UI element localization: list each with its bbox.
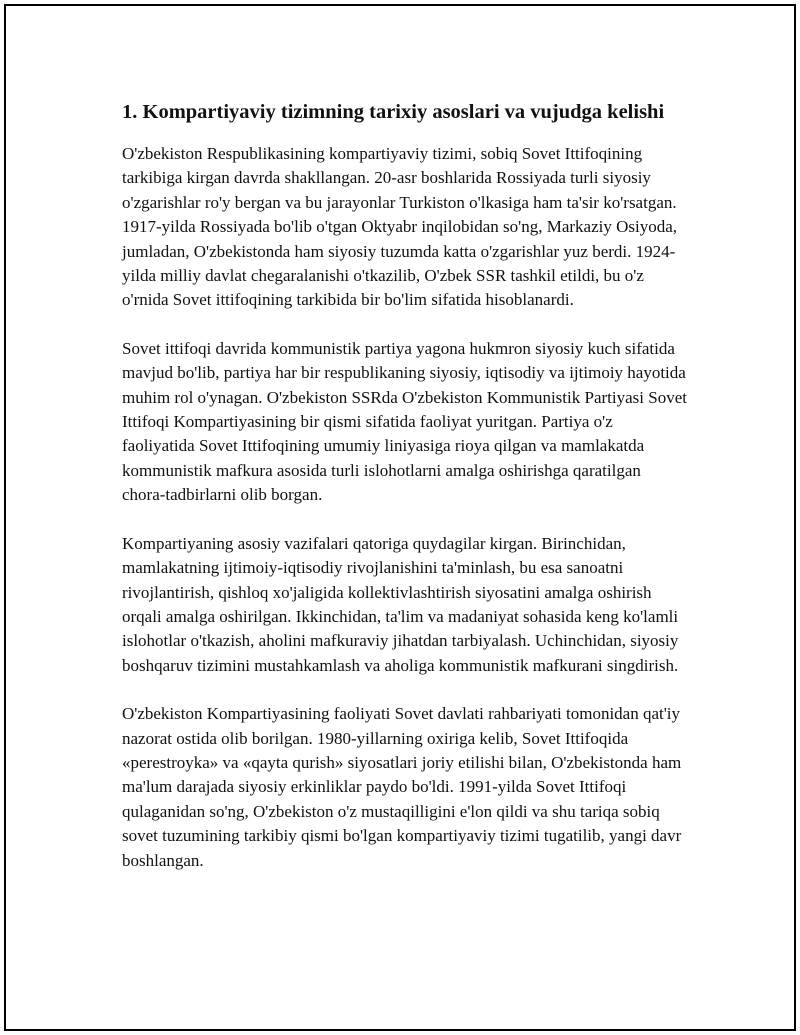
paragraph-3: Kompartiyaning asosiy vazifalari qatoriga quydagilar kirgan. Birinchidan, mamlakatning ijtimoiy-iqtisodiy rivojlanishini ta'minlash, bu esa sanoatni rivojlantirish, qishloq xo'jaligida kollektivlashtirish siyosatini amalga oshirish orqali amalga oshirilgan. Ikkinchidan, ta'lim va madaniyat sohasida keng ko'lamli islohotlar o'tkazish, aholini mafkuraviy jihatdan tarbiyalash. Uchinchidan, siyosiy boshqaruv tizimini mustahkamlash va aholiga kommunistik mafkurani singdirish. <box>122 533 679 675</box>
page-border <box>4 4 796 1031</box>
section-title: 1. Kompartiyaviy tizimning tarixiy asoslari va vujudga kelishi <box>122 101 665 123</box>
paragraph-4: O'zbekiston Kompartiyasining faoliyati Sovet davlati rahbariyati tomonidan qat'iy nazorat ostida olib borilgan. 1980-yillarning oxiriga kelib, Sovet Ittifoqida «perestroyka» va «qayta qurish» siyosatlari joriy etilishi bilan, O'zbekistonda ham ma'lum darajada siyosiy erkinliklar paydo bo'ldi. 1991-yilda Sovet Ittifoqi qulaganidan so'ng, O'zbekiston o'z mustaqilligini e'lon qildi va shu tariqa sobiq sovet tuzumining tarkibiy qismi bo'lgan kompartiyaviy tizimi tugatilib, yangi davr boshlangan. <box>122 704 682 870</box>
document-body <box>122 98 688 897</box>
paragraph-1: O'zbekiston Respublikasining kompartiyaviy tizimi, sobiq Sovet Ittifoqining tarkibiga kirgan davrda shakllangan. 20-asr boshlarida Rossiyada turli siyosiy o'zgarishlar ro'y bergan va bu jarayonlar Turkiston o'lkasiga ham ta'sir ko'rsatgan. 1917-yilda Rossiyada bo'lib o'tgan Oktyabr inqilobidan so'ng, Markaziy Osiyoda, jumladan, O'zbekistonda ham siyosiy tuzumda katta o'zgarishlar yuz berdi. 1924-yilda milliy davlat chegaralanishi o'tkazilib, O'zbek SSR tashkil etildi, bu o'z o'rnida Sovet ittifoqining tarkibida bir bo'lim sifatida hisoblanardi. <box>122 144 677 310</box>
paragraph-2: Sovet ittifoqi davrida kommunistik partiya yagona hukmron siyosiy kuch sifatida mavjud bo'lib, partiya har bir respublikaning siyosiy, iqtisodiy va ijtimoiy hayotida muhim rol o'ynagan. O'zbekiston SSRda O'zbekiston Kommunistik Partiyasi Sovet Ittifoqi Kompartiyasining bir qismi sifatida faoliyat yuritgan. Partiya o'z faoliyatida Sovet Ittifoqining umumiy liniyasiga rioya qilgan va mamlakatda kommunistik mafkura asosida turli islohotlarni amalga oshirishga qaratilgan chora-tadbirlarni olib borgan. <box>122 338 687 505</box>
